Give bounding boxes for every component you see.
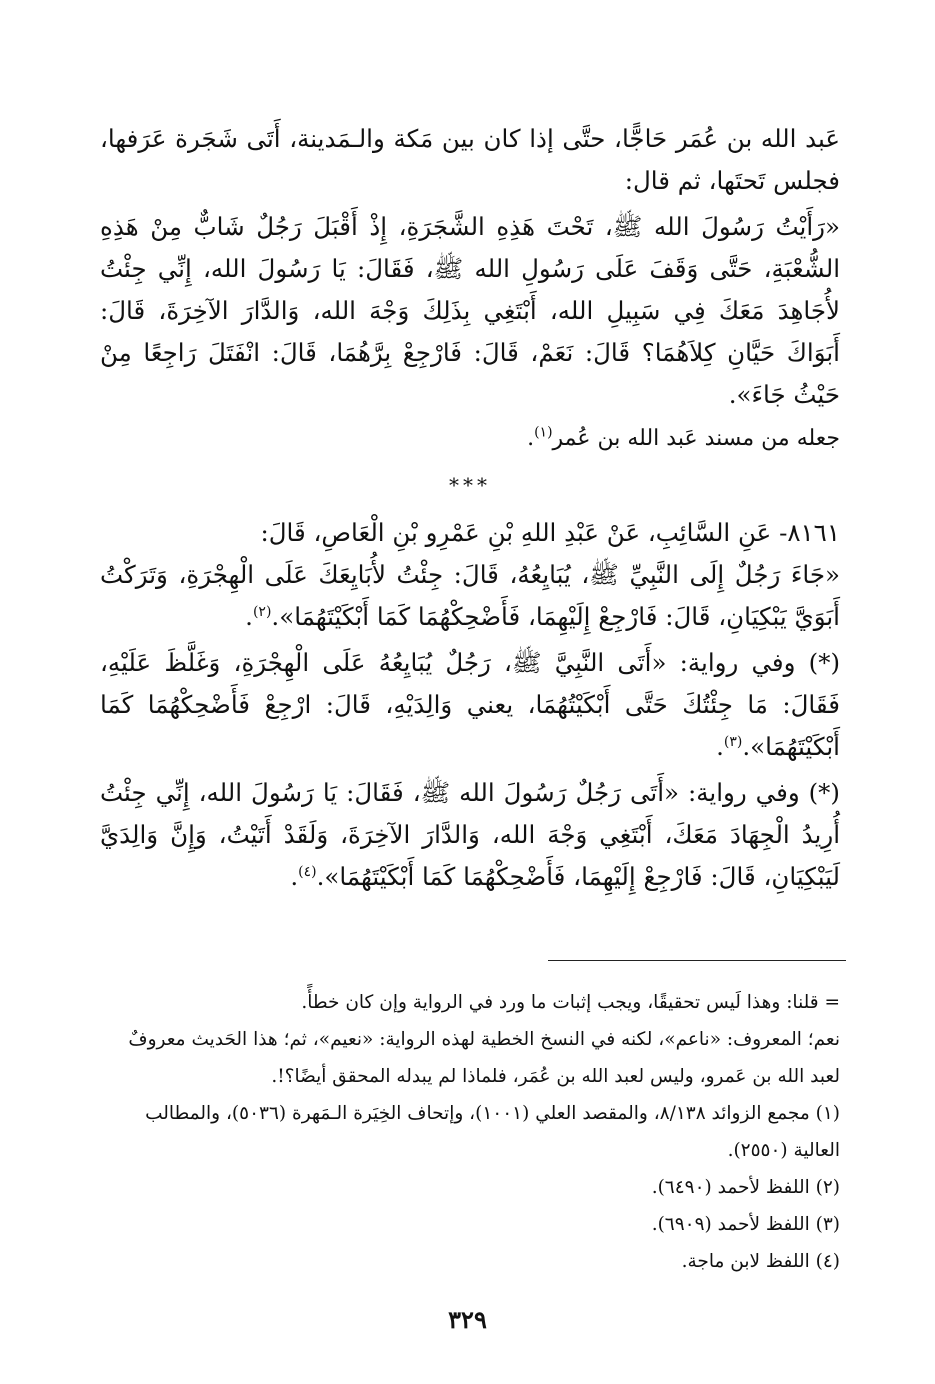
footnote-continuation: = قلنا: وهذا لَيس تحقيقًا، ويجب إثبات ما ورد في الرواية وإن كان خطأً.	[301, 992, 840, 1013]
footnote-2: (٢) اللفظ لأحمد (٦٤٩٠).	[651, 1177, 840, 1198]
hadith-heading-8161: ٨١٦١- عَنِ السَّائِبِ، عَنْ عَبْدِ اللهِ بْنِ عَمْرِو بْنِ الْعَاصِ، قَالَ:	[260, 518, 840, 547]
footnote-divider	[548, 960, 846, 961]
attribution-note: جعله من مسند عَبد الله بن عُمر$^{(١)}$.	[527, 424, 840, 451]
narration-variant-2: (*) وفي رواية: «أَتَى رَجُلٌ رَسُولَ الله ﷺ، فَقَالَ: يَا رَسُولَ الله، إِنِّي جِئْتُ أُرِيدُ الْجِهَادَ مَعَكَ، أَبْتَغِي وَجْهَ الله، وَالدَّارَ الآخِرَةَ، وَلَقَدْ أَتَيْتُ، وَإِنَّ وَالِدَيَّ لَيَبْكِيَانِ، قَالَ: فَارْجِعْ إِلَيْهِمَا، فَأَضْحِكْهُمَا كَمَا أَبْكَيْتَهُمَا».$^{(٤)}$.	[100, 778, 840, 891]
hadith-text-2-body: «جَاءَ رَجُلٌ إِلَى النَّبِيِّ ﷺ، يُبَايِعُهُ، قَالَ: جِئْتُ لأُبَايِعَكَ عَلَى الْهِجْرَةِ، وَتَرَكْتُ أَبَوَيَّ يَبْكِيَانِ، قَالَ: فَارْجِعْ إِلَيْهِمَا، فَأَضْحِكْهُمَا كَمَا أَبْكَيْتَهُمَا».	[100, 560, 840, 631]
footnote-continuation-2: نعم؛ المعروف: «ناعم»، لكنه في النسخ الخطية لهذه الرواية: «نعيم»، ثم؛ هذا الحَديث معروفٌ لعبد الله بن عَمرو، وليس لعبد الله بن عُمَر، فلماذا لم يبدله المحقق أيضًا؟!.	[128, 1029, 840, 1087]
narration-variant-2-body: (*) وفي رواية: «أَتَى رَجُلٌ رَسُولَ الله ﷺ، فَقَالَ: يَا رَسُولَ الله، إِنِّي جِئْتُ أُرِيدُ الْجِهَادَ مَعَكَ، أَبْتَغِي وَجْهَ الله، وَالدَّارَ الآخِرَةَ، وَلَقَدْ أَتَيْتُ، وَإِنَّ وَالِدَيَّ لَيَبْكِيَانِ، قَالَ: فَارْجِعْ إِلَيْهِمَا، فَأَضْحِكْهُمَا كَمَا أَبْكَيْتَهُمَا».	[100, 778, 840, 891]
footnote-ref-1: (١)	[534, 424, 553, 441]
narration-variant-1: (*) وفي رواية: «أَتَى النَّبِيَّ ﷺ، رَجُلٌ يُبَايِعُهُ عَلَى الْهِجْرَةِ، وَغَلَّظَ عَلَيْهِ، فَقَالَ: مَا جِئْتُكَ حَتَّى أَبْكَيْتُهُمَا، يعني وَالِدَيْهِ، قَالَ: ارْجِعْ فَأَضْحِكْهُمَا كَمَا أَبْكَيْتَهُمَا».$^{(٣)}$.	[100, 648, 840, 761]
footnote-3: (٣) اللفظ لأحمد (٦٩٠٩).	[651, 1214, 840, 1235]
footnotes	[98, 984, 840, 1280]
footnote-ref-2: (٢)	[252, 603, 272, 620]
footnote-ref-3: (٣)	[723, 733, 743, 750]
narration-variant-1-body: (*) وفي رواية: «أَتَى النَّبِيَّ ﷺ، رَجُلٌ يُبَايِعُهُ عَلَى الْهِجْرَةِ، وَغَلَّظَ عَلَيْهِ، فَقَالَ: مَا جِئْتُكَ حَتَّى أَبْكَيْتُهُمَا، يعني وَالِدَيْهِ، قَالَ: ارْجِعْ فَأَضْحِكْهُمَا كَمَا أَبْكَيْتَهُمَا».	[100, 648, 840, 761]
hadith-text-1: «رَأَيْتُ رَسُولَ الله ﷺ، تَحْتَ هَذِهِ الشَّجَرَةِ، إِذْ أَقْبَلَ رَجُلٌ شَابٌّ مِنْ هَذِهِ الشُّعْبَةِ، حَتَّى وَقَفَ عَلَى رَسُولِ الله ﷺ، فَقَالَ: يَا رَسُولَ الله، إِنِّي جِئْتُ لأُجَاهِدَ مَعَكَ فِي سَبِيلِ الله، أَبْتَغِي بِذَلِكَ وَجْهَ الله، وَالدَّارَ الآخِرَةَ، قَالَ: أَبَوَاكَ حَيَّانِ كِلاَهُمَا؟ قَالَ: نَعَمْ، قَالَ: فَارْجِعْ بِرَّهُمَا، قَالَ: انْفَتَلَ رَاجِعًا مِنْ حَيْثُ جَاءَ».	[100, 212, 840, 409]
main-text	[100, 118, 840, 898]
footnote-4: (٤) اللفظ لابن ماجة.	[681, 1251, 840, 1272]
attribution-text: جعله من مسند عَبد الله بن عُمر	[552, 426, 840, 451]
hadith-text-2: «جَاءَ رَجُلٌ إِلَى النَّبِيِّ ﷺ، يُبَايِعُهُ، قَالَ: جِئْتُ لأُبَايِعَكَ عَلَى الْهِجْرَةِ، وَتَرَكْتُ أَبَوَيَّ يَبْكِيَانِ، قَالَ: فَارْجِعْ إِلَيْهِمَا، فَأَضْحِكْهُمَا كَمَا أَبْكَيْتَهُمَا».$^{(٢)}$.	[100, 560, 840, 631]
footnote-ref-4: (٤)	[298, 863, 317, 880]
footnote-1: (١) مجمع الزوائد ٨/١٣٨، والمقصد العلي (١٠٠١)، وإتحاف الخِيَرة الـمَهرة (٥٠٣٦)، والمطالب العالية (٢٥٥٠).	[145, 1103, 840, 1161]
page-number: ٣٢٩	[448, 1305, 487, 1334]
paragraph-intro: عَبد الله بن عُمَر حَاجًّا، حتَّى إذا كان بين مَكة والـمَدينة، أَتَى شَجَرة عَرَفها، فجلس تَحتَها، ثم قال:	[100, 124, 840, 195]
section-separator: ***	[449, 473, 491, 497]
